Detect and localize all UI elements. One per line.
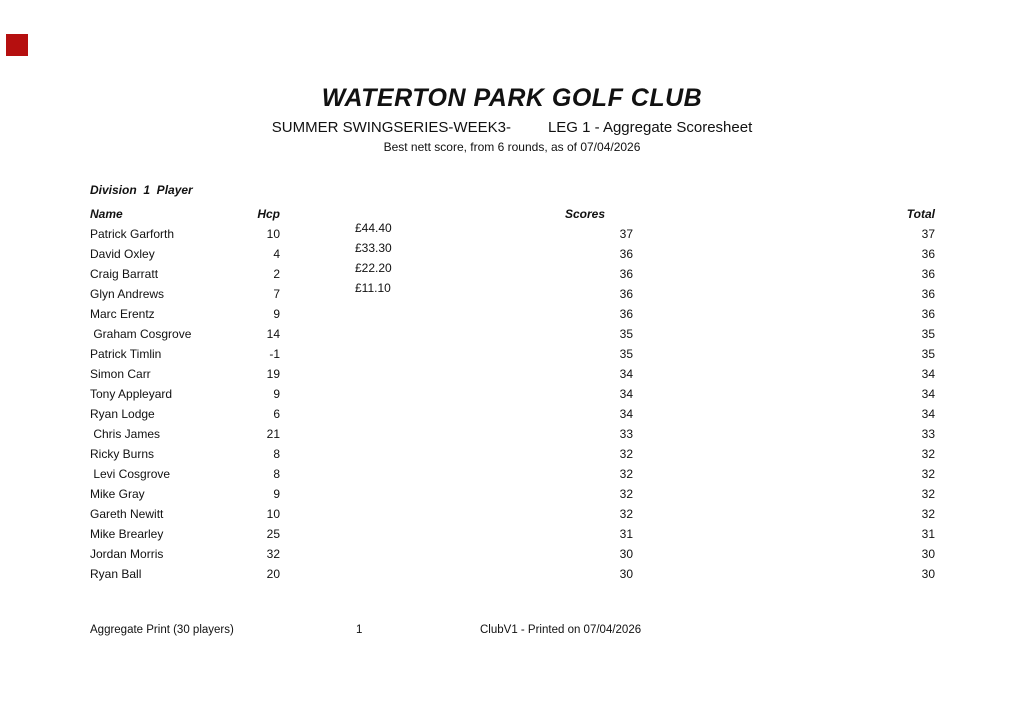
- player-scores: 31: [619, 527, 633, 541]
- club-title: WATERTON PARK GOLF CLUB: [321, 84, 703, 112]
- table-row: [90, 281, 935, 304]
- player-total: 34: [921, 367, 935, 381]
- player-total: 35: [921, 347, 935, 361]
- player-hcp: 32: [266, 547, 280, 561]
- prize-cell: [280, 424, 445, 444]
- column-header-hcp: Hcp: [257, 207, 280, 221]
- player-name: Gareth Newitt: [90, 507, 164, 521]
- player-hcp: 14: [266, 327, 280, 341]
- competition-subtitle: [0, 119, 1024, 136]
- prize-cell: [280, 344, 445, 364]
- player-total: 32: [921, 447, 935, 461]
- table-header-row: [90, 204, 935, 224]
- player-scores: 36: [619, 287, 633, 301]
- player-hcp: 4: [273, 247, 280, 261]
- column-header-scores: Scores: [564, 207, 605, 221]
- player-hcp: 19: [266, 367, 280, 381]
- player-name: Simon Carr: [90, 367, 151, 381]
- table-row: [90, 404, 935, 424]
- player-hcp: -1: [269, 347, 280, 361]
- player-total: 37: [921, 227, 935, 241]
- document-header: [0, 85, 1024, 154]
- player-total: 34: [921, 407, 935, 421]
- player-name: Mike Gray: [90, 487, 145, 501]
- table-row: [90, 384, 935, 404]
- prize-cell: [280, 504, 445, 524]
- table-row: [90, 464, 935, 484]
- table-row: [90, 221, 935, 244]
- prize-cell: [280, 404, 445, 424]
- prize-cell: [280, 564, 445, 584]
- player-scores: 35: [619, 347, 633, 361]
- player-total: 30: [921, 547, 935, 561]
- player-total: 32: [921, 467, 935, 481]
- column-header-name: Name: [90, 207, 123, 221]
- player-hcp: 21: [266, 427, 280, 441]
- player-scores: 37: [619, 227, 633, 241]
- prize-cell: [280, 544, 445, 564]
- player-total: 34: [921, 387, 935, 401]
- prize-cell: [280, 384, 445, 404]
- player-name: Ricky Burns: [90, 447, 155, 461]
- player-scores: 34: [619, 407, 633, 421]
- table-row: [90, 504, 935, 524]
- player-total: 36: [921, 287, 935, 301]
- player-hcp: 8: [273, 447, 280, 461]
- player-name: Levi Cosgrove: [90, 467, 171, 481]
- scoring-note: Best nett score, from 6 rounds, as of 07/04/2026: [383, 140, 641, 154]
- player-hcp: 8: [273, 467, 280, 481]
- player-total: 36: [921, 267, 935, 281]
- table-row: [90, 304, 935, 324]
- player-hcp: 2: [273, 267, 280, 281]
- prize-cell: [280, 324, 445, 344]
- footer-app-info: ClubV1 - Printed on 07/04/2026: [480, 624, 642, 636]
- division-header: Division 1 Player: [90, 183, 193, 197]
- player-scores: 32: [619, 507, 633, 521]
- player-scores: 36: [619, 267, 633, 281]
- table-row: [90, 241, 935, 264]
- player-name: Tony Appleyard: [90, 387, 173, 401]
- player-name: Jordan Morris: [90, 547, 164, 561]
- table-row: [90, 344, 935, 364]
- player-scores: 32: [619, 487, 633, 501]
- player-scores: 30: [619, 567, 633, 581]
- table-row: [90, 324, 935, 344]
- player-scores: 36: [619, 247, 633, 261]
- table-row: [90, 364, 935, 384]
- prize-amount: £22.20: [355, 261, 392, 275]
- prize-cell: [280, 444, 445, 464]
- prize-cell: [280, 484, 445, 504]
- table-row: [90, 544, 935, 564]
- player-name: David Oxley: [90, 247, 155, 261]
- column-header-total: Total: [906, 207, 935, 221]
- table-row: [90, 444, 935, 464]
- player-hcp: 9: [273, 487, 280, 501]
- player-hcp: 9: [273, 387, 280, 401]
- table-row: [90, 424, 935, 444]
- table-row: [90, 524, 935, 544]
- table-row: [90, 484, 935, 504]
- player-total: 31: [921, 527, 935, 541]
- player-name: Ryan Ball: [90, 567, 142, 581]
- player-hcp: 9: [273, 307, 280, 321]
- table-row: [90, 564, 935, 584]
- prize-cell: [280, 524, 445, 544]
- player-name: Glyn Andrews: [90, 287, 165, 301]
- player-hcp: 7: [273, 287, 280, 301]
- player-scores: 36: [619, 307, 633, 321]
- series-name: SUMMER SWINGSERIES-WEEK3-: [271, 119, 511, 136]
- player-total: 35: [921, 327, 935, 341]
- player-scores: 30: [619, 547, 633, 561]
- score-table: [90, 204, 935, 584]
- prize-cell: [280, 281, 445, 304]
- player-total: 36: [921, 247, 935, 261]
- player-scores: 32: [619, 447, 633, 461]
- player-hcp: 10: [266, 507, 280, 521]
- player-total: 32: [921, 507, 935, 521]
- player-total: 33: [921, 427, 935, 441]
- player-hcp: 6: [273, 407, 280, 421]
- prize-cell: [280, 304, 445, 324]
- player-hcp: 20: [266, 567, 280, 581]
- leg-name: LEG 1 - Aggregate Scoresheet: [547, 119, 753, 136]
- player-hcp: 10: [266, 227, 280, 241]
- player-name: Ryan Lodge: [90, 407, 155, 421]
- prize-amount: £11.10: [355, 281, 391, 295]
- player-name: Mike Brearley: [90, 527, 164, 541]
- player-scores: 34: [619, 367, 633, 381]
- player-scores: 35: [619, 327, 633, 341]
- player-name: Graham Cosgrove: [90, 327, 192, 341]
- player-total: 30: [921, 567, 935, 581]
- player-scores: 33: [619, 427, 633, 441]
- player-scores: 34: [619, 387, 633, 401]
- player-scores: 32: [619, 467, 633, 481]
- footer-page-number: 1: [356, 624, 363, 636]
- player-name: Patrick Timlin: [90, 347, 162, 361]
- footer-print-info: Aggregate Print (30 players): [90, 624, 234, 636]
- player-hcp: 25: [266, 527, 280, 541]
- player-name: Marc Erentz: [90, 307, 155, 321]
- prize-cell: [280, 464, 445, 484]
- player-name: Patrick Garforth: [90, 227, 175, 241]
- player-name: Craig Barratt: [90, 267, 159, 281]
- prize-amount: £44.40: [355, 221, 392, 235]
- table-row: [90, 261, 935, 284]
- player-name: Chris James: [90, 427, 161, 441]
- red-square-marker: [6, 34, 28, 56]
- prize-cell: [280, 364, 445, 384]
- prize-amount: £33.30: [355, 241, 392, 255]
- player-total: 36: [921, 307, 935, 321]
- player-total: 32: [921, 487, 935, 501]
- document-footer: [0, 622, 1024, 638]
